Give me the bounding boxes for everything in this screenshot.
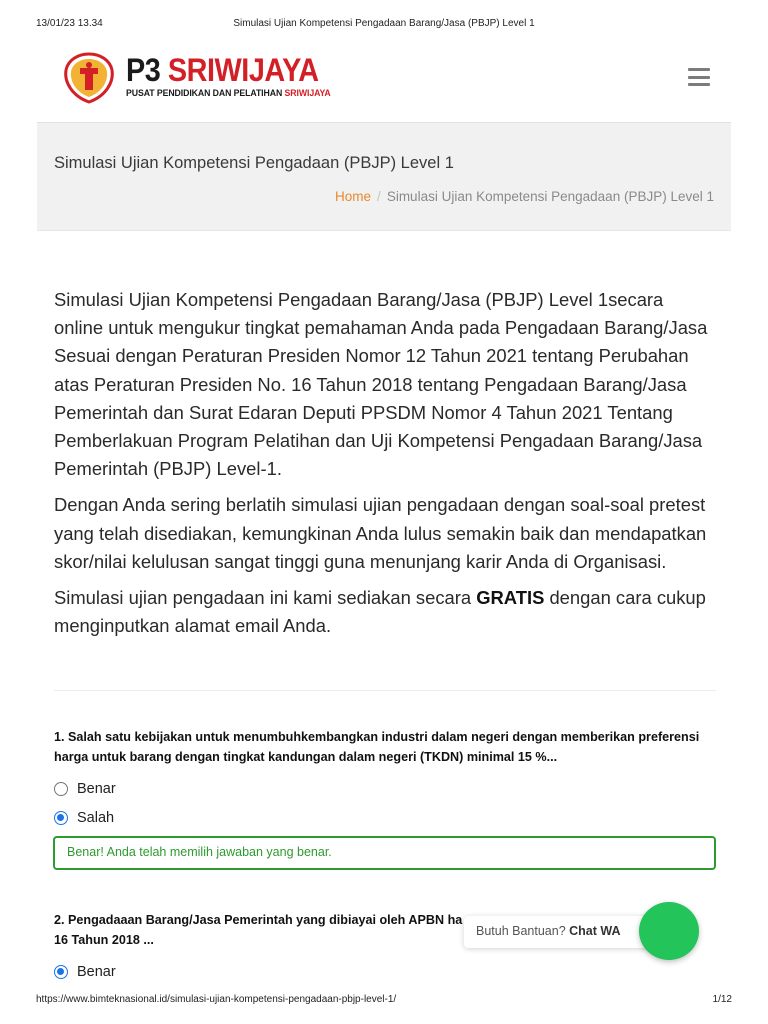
whatsapp-chat-button[interactable]	[639, 902, 699, 960]
page-title-bar	[37, 122, 731, 231]
print-footer	[36, 994, 732, 1008]
intro-content	[54, 286, 716, 648]
print-url: https://www.bimteknasional.id/simulasi-ujian-kompetensi-pengadaan-pbjp-level-1/	[36, 994, 397, 1005]
intro-gratis: GRATIS	[476, 587, 545, 609]
intro-paragraph-3	[54, 584, 716, 640]
chat-wa-link[interactable]: Chat WA	[569, 924, 621, 938]
page-title: Simulasi Ujian Kompetensi Pengadaan (PBJP) Level 1	[54, 154, 454, 172]
print-page-title: Simulasi Ujian Kompetensi Pengadaan Barang/Jasa (PBJP) Level 1	[233, 18, 535, 29]
help-prefix: Butuh Bantuan?	[476, 924, 570, 938]
question-2-line-2: 16 Tahun 2018 ...	[54, 932, 154, 947]
print-datetime: 13/01/23 13.34	[36, 18, 103, 29]
radio-unchecked-icon[interactable]	[54, 782, 68, 796]
brand-name-p3: P3	[126, 52, 168, 88]
radio-checked-icon[interactable]	[54, 811, 68, 825]
help-bubble[interactable]	[464, 916, 664, 948]
question-1-text: 1. Salah satu kebijakan untuk menumbuhkembangkan industri dalam negeri dengan memberikan preferensi harga untuk barang dengan tingkat kandungan dalam negeri (TKDN) minimal 15 %...	[54, 730, 700, 764]
menu-hamburger-icon[interactable]	[688, 68, 710, 86]
intro-paragraph-1: Simulasi Ujian Kompetensi Pengadaan Barang/Jasa (PBJP) Level 1secara online untuk mengukur tingkat pemahaman Anda pada Pengadaan Barang/Jasa Sesuai dengan Peraturan Presiden Nomor 12 Tahun 2021 tentang Perubahan atas Peraturan Presiden No. 16 Tahun 2018 tentang Pengadaan Barang/Jasa Pemerintah dan Surat Edaran Deputi PPSDM Nomor 4 Tahun 2021 Tentang Pemberlakuan Program Pelatihan dan Uji Kompetensi Pengadaan Barang/Jasa Pemerintah (PBJP) Level-1.	[54, 289, 708, 480]
breadcrumb-home-link[interactable]: Home	[335, 189, 372, 204]
brand-tagline	[126, 88, 331, 99]
option-label: Benar	[77, 781, 116, 797]
intro-p3-text-end: dengan cara cukup menginputkan alamat email Anda.	[54, 587, 706, 637]
question-2-option-benar[interactable]	[54, 962, 116, 982]
print-page-number: 1/12	[712, 994, 732, 1005]
breadcrumb-separator: /	[377, 189, 381, 204]
p3-sriwijaya-logo-icon[interactable]	[60, 52, 118, 104]
brand-name	[126, 54, 326, 86]
brand-wordmark[interactable]	[126, 54, 348, 99]
breadcrumb-current: Simulasi Ujian Kompetensi Pengadaan (PBJP) Level 1	[386, 189, 714, 204]
content-divider	[54, 690, 716, 691]
intro-p3-text: Simulasi ujian pengadaan ini kami sediakan secara	[54, 587, 477, 609]
print-header	[36, 18, 732, 32]
radio-checked-icon[interactable]	[54, 965, 68, 979]
intro-paragraph-2: Dengan Anda sering berlatih simulasi ujian pengadaan dengan soal-soal pretest yang telah disediakan, kemungkinan Anda lulus semakin baik dan mendapatkan skor/nilai kelulusan sangat tinggi guna menunjang karir Anda di Organisasi.	[54, 494, 707, 572]
question-1-option-salah[interactable]	[54, 808, 114, 828]
breadcrumb	[335, 189, 714, 204]
option-label: Salah	[77, 810, 115, 826]
site-header	[36, 40, 732, 120]
option-label: Benar	[77, 964, 116, 980]
question-1-feedback: Benar! Anda telah memilih jawaban yang benar.	[53, 836, 716, 870]
brand-tagline-main: PUSAT PENDIDIKAN DAN PELATIHAN	[126, 88, 285, 99]
brand-name-sriwijaya: SRIWIJAYA	[167, 52, 319, 88]
brand-tagline-sriwijaya: SRIWIJAYA	[284, 88, 331, 99]
question-2-text-left: 2. Pengadaaan Barang/Jasa Pemerintah yang dibiayai oleh APBN ha	[54, 913, 463, 927]
question-1-option-benar[interactable]	[54, 779, 116, 799]
